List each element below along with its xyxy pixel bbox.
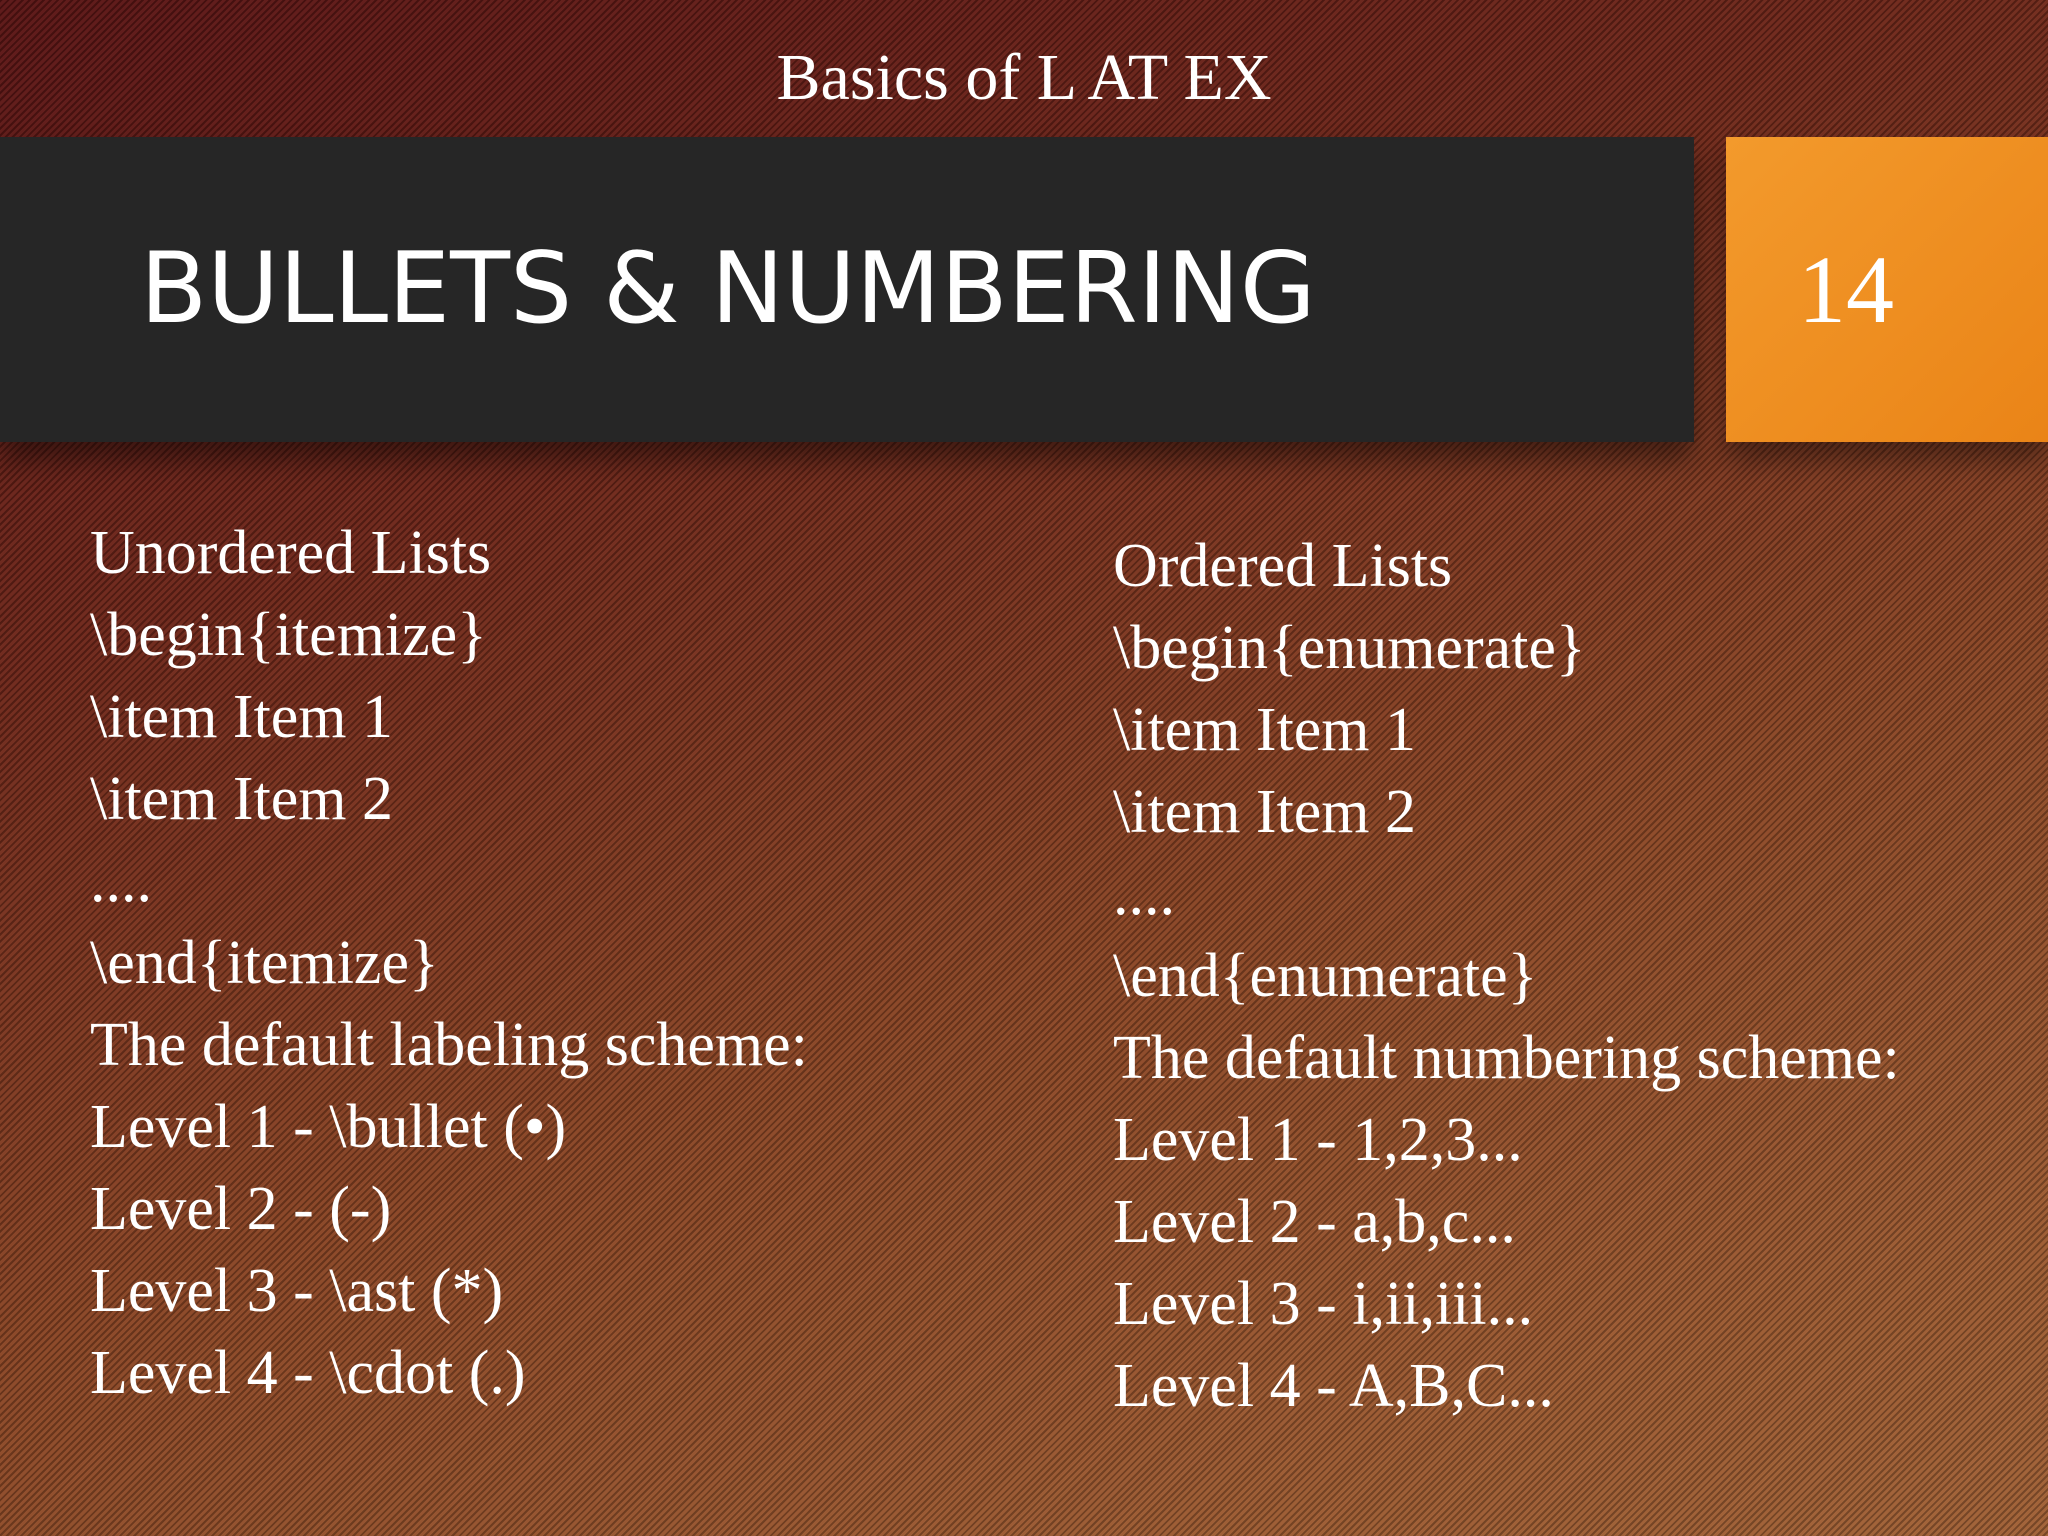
text-line: \item Item 2 [90, 765, 394, 833]
text-line: \end{itemize} [90, 929, 439, 997]
page-number-box [1726, 137, 2048, 442]
text-line: The default labeling scheme: [90, 1011, 808, 1079]
text-line: \item Item 1 [1113, 696, 1417, 764]
text-line: Level 2 - a,b,c... [1113, 1188, 1516, 1256]
text-line: Level 4 - A,B,C... [1113, 1352, 1554, 1420]
text-line: Level 3 - \ast (*) [90, 1257, 504, 1325]
text-line: \begin{itemize} [90, 601, 487, 669]
text-line: \item Item 1 [90, 683, 394, 751]
slide-heading: BULLETS & NUMBERING [140, 232, 1316, 346]
text-line: \item Item 2 [1113, 778, 1417, 846]
text-line: Level 4 - \cdot (.) [90, 1339, 526, 1407]
text-line: Level 1 - 1,2,3... [1113, 1106, 1523, 1174]
header-bar [0, 137, 1694, 442]
page-number: 14 [1798, 236, 1894, 343]
slide-top-title: Basics of L AT EX [776, 41, 1272, 114]
text-line: Ordered Lists [1113, 532, 1453, 600]
text-line: \begin{enumerate} [1113, 614, 1586, 682]
text-line: Level 2 - (-) [90, 1175, 392, 1243]
ordered-lists-column [1113, 525, 1900, 1427]
text-line: Level 1 - \bullet (•) [90, 1093, 567, 1161]
text-line: .... [90, 847, 152, 915]
text-line: \end{enumerate} [1113, 942, 1538, 1010]
text-line: Unordered Lists [90, 519, 492, 587]
unordered-lists-column [90, 512, 808, 1414]
text-line: The default numbering scheme: [1113, 1024, 1900, 1092]
text-line: Level 3 - i,ii,iii... [1113, 1270, 1534, 1338]
text-line: .... [1113, 860, 1175, 928]
